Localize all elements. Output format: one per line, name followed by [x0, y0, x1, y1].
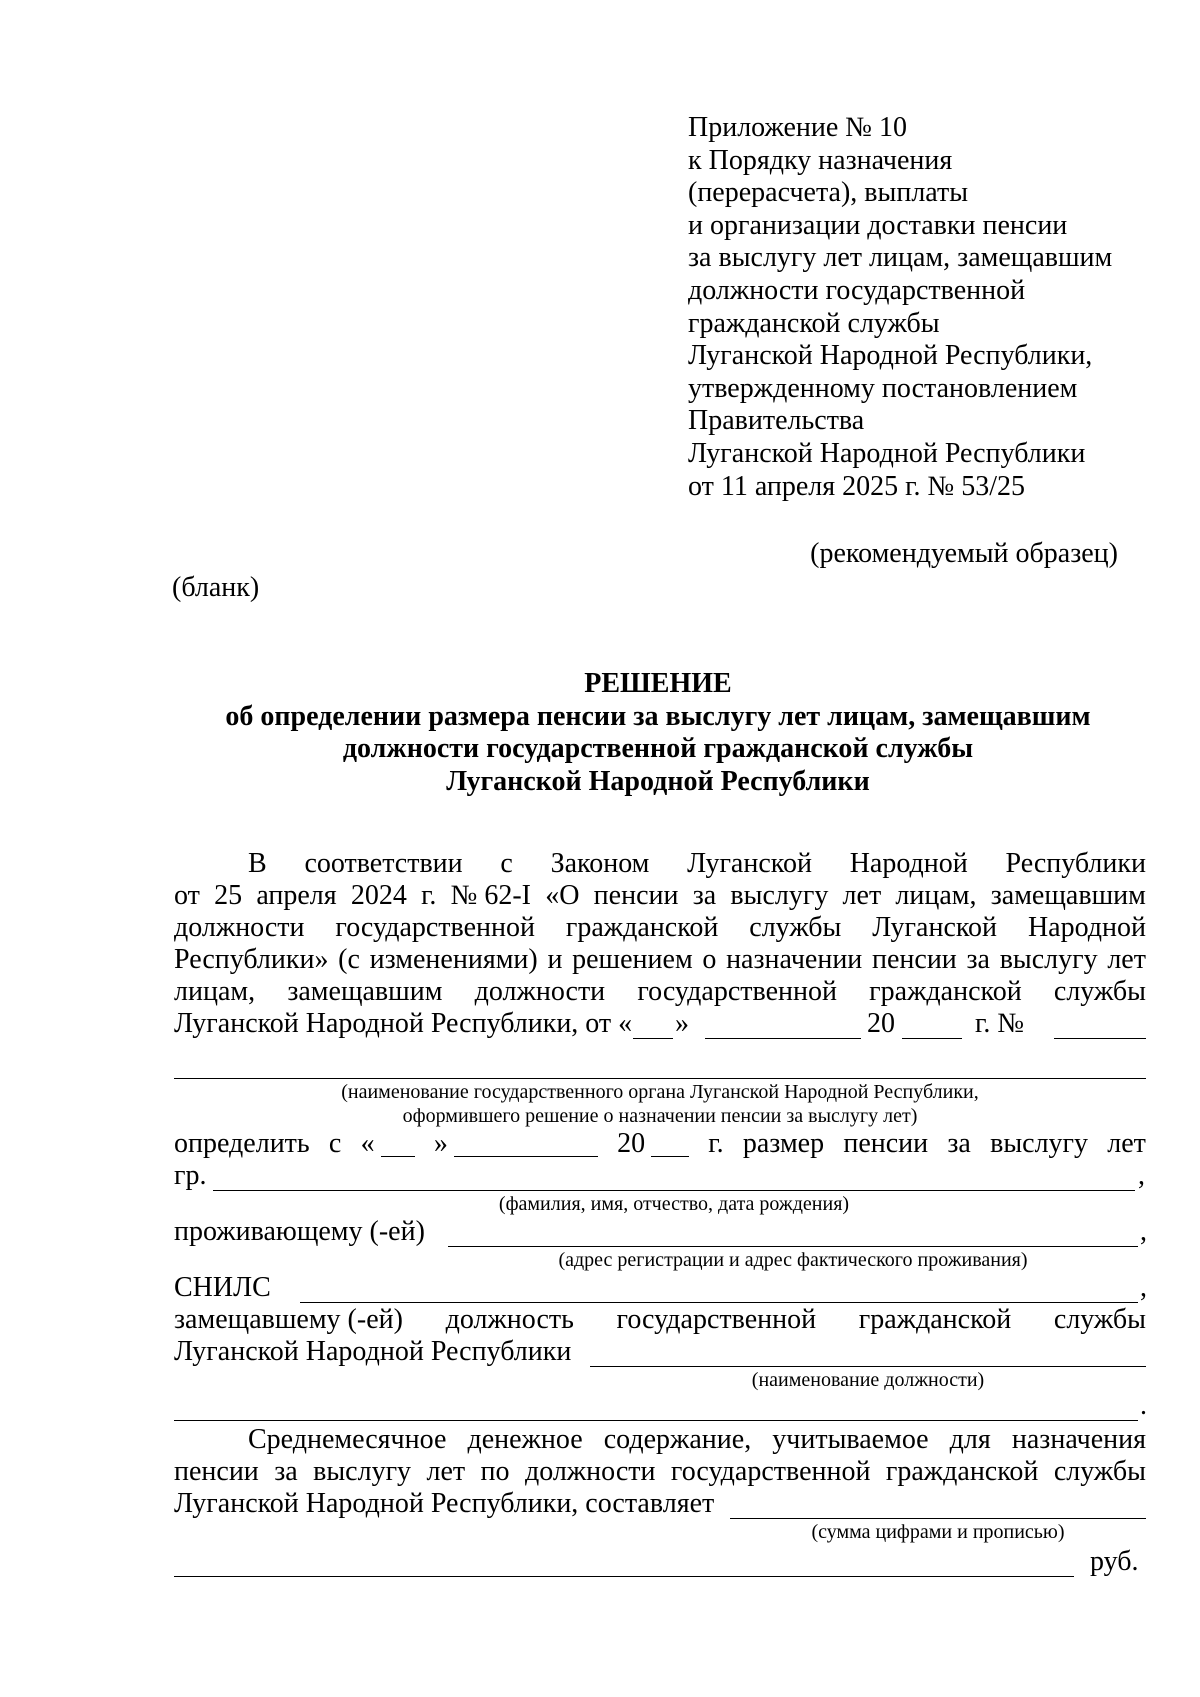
- caption-position: (наименование должности): [751, 1369, 985, 1391]
- word: о: [702, 944, 717, 975]
- justified-line: [174, 1456, 1146, 1488]
- word: пенсии: [593, 880, 679, 911]
- caption-sum: (сумма цифрами и прописью): [811, 1521, 1065, 1543]
- word: Среднемесячное: [248, 1424, 447, 1455]
- appendix-line: за выслугу лет лицам, замещавшим: [688, 242, 1113, 274]
- document-title: [170, 668, 1146, 798]
- title-line: Луганской Народной Республики: [446, 765, 870, 797]
- word: лицам,: [174, 976, 256, 1007]
- sum-blank: [730, 1518, 1146, 1519]
- word: Республики: [1005, 848, 1146, 879]
- justified-line: [174, 944, 1146, 976]
- date-blank: [381, 1156, 415, 1157]
- word: государственной: [670, 1456, 871, 1487]
- appendix-line: Правительства: [688, 405, 865, 437]
- appendix-line: Луганской Народной Республики: [688, 437, 1086, 469]
- appendix-line: утвержденному постановлением: [688, 372, 1078, 404]
- appendix-line: Луганской Народной Республики,: [688, 340, 1093, 372]
- caption-organization-2: оформившего решение о назначении пенсии за выслугу лет): [402, 1105, 918, 1127]
- word: службы: [749, 912, 842, 943]
- word: (с: [338, 944, 360, 975]
- word: должности: [524, 1456, 656, 1487]
- word: денежное: [467, 1424, 583, 1455]
- appendix-line: от 11 апреля 2025 г. № 53/25: [688, 470, 1025, 502]
- justified-line: [248, 1424, 1146, 1456]
- word: службы: [1053, 1456, 1146, 1487]
- comma: ,: [1138, 1160, 1145, 1191]
- period: .: [1140, 1390, 1147, 1421]
- word: лет: [1107, 1128, 1146, 1159]
- word: содержание,: [603, 1424, 752, 1455]
- word: государственной: [335, 912, 535, 943]
- word: службы: [1053, 1304, 1146, 1335]
- date-blank: [651, 1156, 689, 1157]
- word: для: [949, 1424, 991, 1455]
- gr-label: гр.: [174, 1160, 207, 1191]
- word: от: [174, 880, 200, 911]
- word: 25: [214, 880, 243, 911]
- word: должности: [174, 912, 305, 943]
- snils-blank: [300, 1302, 1138, 1303]
- word: государственной: [637, 976, 837, 1007]
- position-line: [174, 1304, 1146, 1336]
- word: с: [328, 1128, 342, 1159]
- word: назначении: [726, 944, 863, 975]
- caption-organization-1: (наименование государственного органа Луганской Народной Республики,: [341, 1081, 979, 1103]
- position-prefix: Луганской Народной Республики: [174, 1336, 572, 1367]
- title-line: об определении размера пенсии за выслугу лет лицам, замещавшим: [225, 700, 1091, 732]
- word: за: [692, 880, 717, 911]
- word: размер: [742, 1128, 825, 1159]
- word: В: [248, 848, 267, 879]
- appendix-line: к Порядку назначения: [688, 144, 953, 176]
- word: выслугу: [313, 1456, 412, 1487]
- word: выслугу: [999, 944, 1098, 975]
- word: 20: [617, 1128, 689, 1160]
- year-blank-1: [902, 1038, 962, 1039]
- position-continuation-blank: [174, 1420, 1138, 1421]
- day-blank-1: [633, 1038, 673, 1039]
- word: лет: [426, 1456, 466, 1487]
- justified-line: [174, 912, 1146, 944]
- word: «: [361, 1128, 415, 1160]
- word: выслугу: [990, 1128, 1089, 1159]
- year-prefix-1: 20: [867, 1008, 895, 1039]
- determine-line: [174, 1128, 1146, 1160]
- sample-note: (рекомендуемый образец): [810, 538, 1118, 569]
- word: изменениями): [369, 944, 538, 975]
- word: за: [274, 1456, 298, 1487]
- word: должность: [445, 1304, 574, 1335]
- word: государственной: [616, 1304, 817, 1335]
- rub-label: руб.: [1090, 1546, 1139, 1577]
- word: гражданской: [565, 912, 719, 943]
- blank-note: (бланк): [172, 572, 260, 603]
- appendix-line: (перерасчета), выплаты: [688, 177, 969, 209]
- title-heading: РЕШЕНИЕ: [584, 668, 732, 699]
- word: определить: [174, 1128, 310, 1159]
- word: «О: [545, 880, 580, 911]
- word: замещавшим: [990, 880, 1146, 911]
- para1-last-prefix: Луганской Народной Республики, от «: [174, 1008, 633, 1039]
- word: пенсии: [872, 944, 957, 975]
- word: с: [500, 848, 513, 879]
- month-blank-1: [705, 1038, 861, 1039]
- word: за: [966, 944, 990, 975]
- word: по: [480, 1456, 510, 1487]
- word: замещавшему (-ей): [174, 1304, 403, 1335]
- para2-last: Луганской Народной Республики, составляет: [174, 1488, 715, 1519]
- word: выслугу: [730, 880, 829, 911]
- sum-continuation-blank: [174, 1576, 1074, 1577]
- justified-line: [248, 848, 1146, 880]
- word: лет: [842, 880, 882, 911]
- justified-line: [174, 976, 1146, 1008]
- title-line: должности государственной гражданской службы: [342, 733, 974, 764]
- comma: ,: [1140, 1272, 1147, 1303]
- caption-address: (адрес регистрации и адрес фактического проживания): [558, 1249, 1028, 1271]
- word: № 62-I: [450, 880, 531, 911]
- appendix-line: и организации доставки пенсии: [688, 209, 1068, 241]
- word: замещавшим: [287, 976, 443, 1007]
- word: г.: [421, 880, 437, 911]
- word: 2024: [350, 880, 407, 911]
- word: »: [434, 1128, 598, 1160]
- snils-label: СНИЛС: [174, 1272, 271, 1303]
- number-blank-1: [1054, 1038, 1146, 1039]
- word: назначения: [1011, 1424, 1146, 1455]
- word: службы: [1053, 976, 1146, 1007]
- word: лицам,: [895, 880, 977, 911]
- appendix-line: гражданской службы: [688, 307, 940, 339]
- living-label: проживающему (-ей): [174, 1216, 425, 1247]
- word: апреля: [256, 880, 337, 911]
- appendix-line: должности государственной: [688, 274, 1026, 306]
- position-blank: [590, 1366, 1146, 1367]
- word: и: [547, 944, 563, 975]
- word: Луганской: [872, 912, 998, 943]
- word: пенсии: [174, 1456, 259, 1487]
- word: решением: [572, 944, 693, 975]
- comma: ,: [1140, 1216, 1147, 1247]
- organization-blank: [174, 1078, 1146, 1079]
- justified-line: [174, 880, 1146, 912]
- word: за: [947, 1128, 971, 1159]
- word: Народной: [1027, 912, 1146, 943]
- name-blank: [213, 1190, 1135, 1191]
- word: гражданской: [885, 1456, 1039, 1487]
- word: Республики»: [174, 944, 329, 975]
- date-blank: [454, 1156, 598, 1157]
- appendix-block: [688, 112, 1112, 503]
- word: соответствии: [304, 848, 463, 879]
- word: пенсии: [843, 1128, 929, 1159]
- word: Законом: [550, 848, 650, 879]
- word: Народной: [849, 848, 968, 879]
- word: Луганской: [687, 848, 812, 879]
- quote-close: »: [675, 1008, 689, 1039]
- word: лет: [1107, 944, 1146, 975]
- word: гражданской: [858, 1304, 1012, 1335]
- word: гражданской: [869, 976, 1022, 1007]
- word: г.: [708, 1128, 724, 1159]
- address-blank: [448, 1246, 1138, 1247]
- caption-name: (фамилия, имя, отчество, дата рождения): [498, 1193, 850, 1215]
- number-label-1: г. №: [975, 1008, 1025, 1039]
- word: должности: [474, 976, 606, 1007]
- appendix-line: Приложение № 10: [688, 112, 907, 143]
- word: учитываемое: [772, 1424, 929, 1455]
